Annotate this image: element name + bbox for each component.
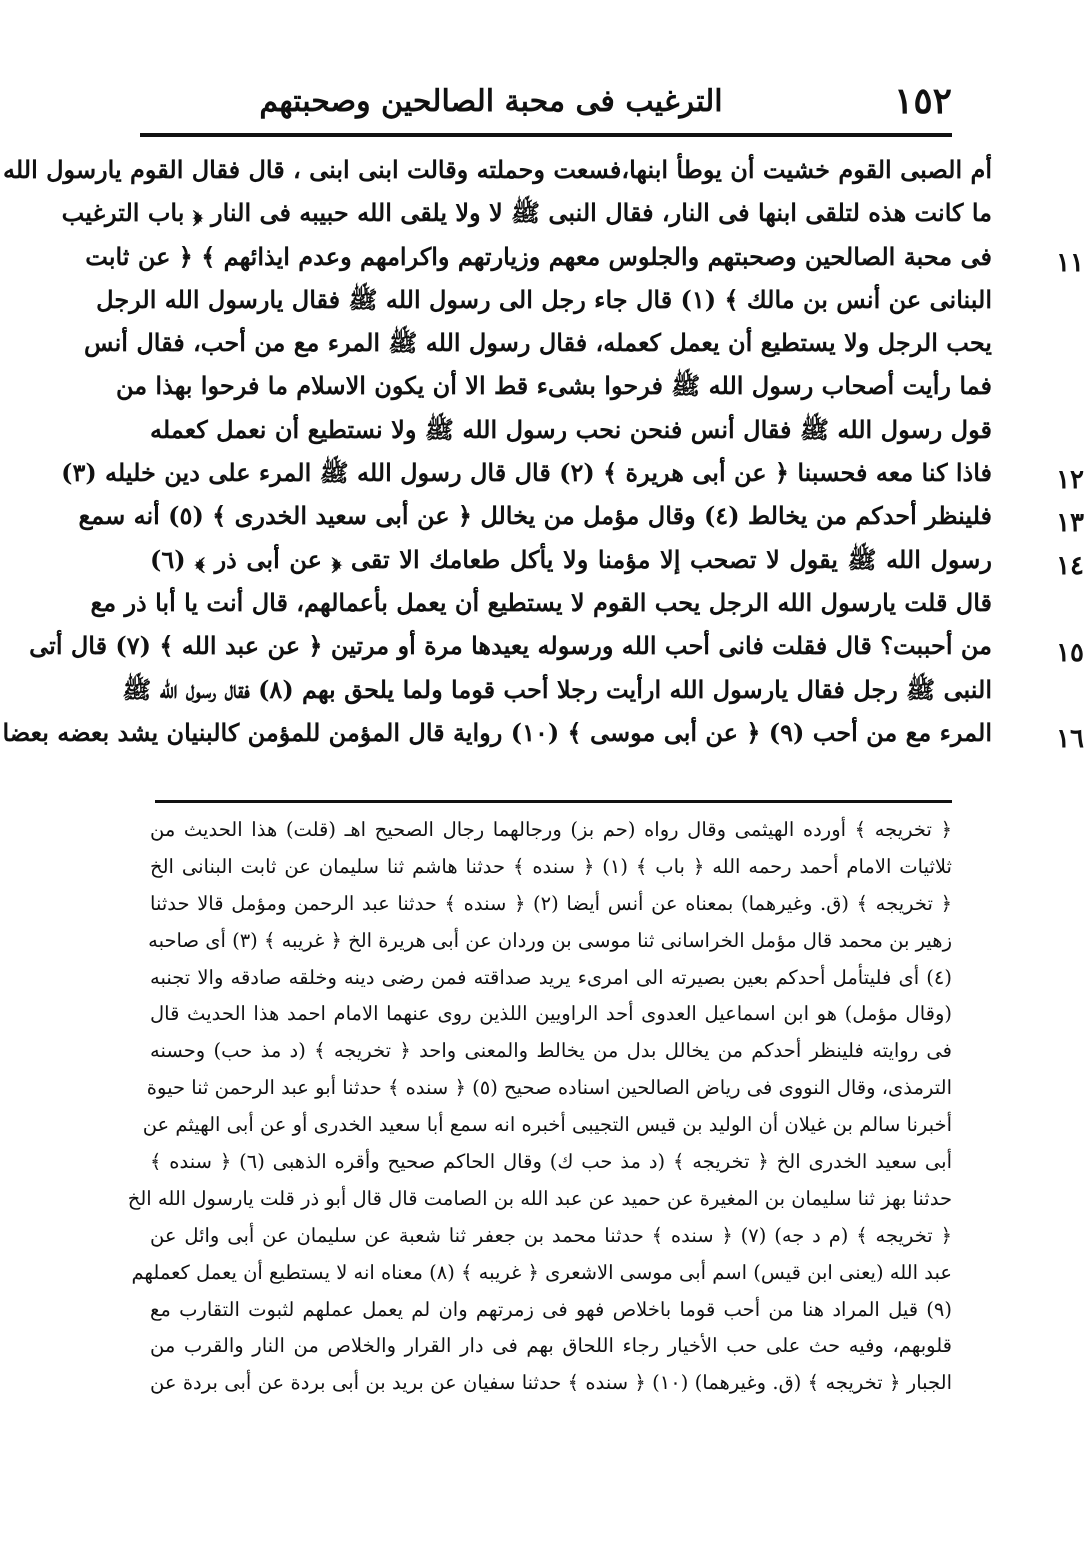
footnote-line: ﴿ تخريجه ﴾ أورده الهيثمى وقال رواه (حم بز) ورجالهما رجال الصحيح اهـ (قلت) هذا الحديث من xyxy=(150,818,952,841)
footnote-line: زهير بن محمد قال مؤمل الخراسانى ثنا موسى بن وردان عن أبى هريرة الخ ﴿ غريبه ﴾ (٣) أى صاحبه xyxy=(148,928,952,952)
footnote-line: (٤) أى فليتأمل أحدكم بعين بصيرته الى امرىء يريد صداقته فمن رضى دينه وخلقه صادقه والا تجنبه xyxy=(150,965,952,989)
footnote-line: حدثنا بهز ثنا سليمان بن المغيرة عن حميد عن عبد الله بن الصامت قال قال أبو ذر قلت يارسول الله الخ xyxy=(127,1186,952,1210)
hadith-number: ١٦ xyxy=(1056,724,1084,755)
footnote-line: (٩) قيل المراد هنا من أحب قوما باخلاص فهو فى زمرتهم وان لم يعمل عملهم لثبوت التقارب مع xyxy=(150,1297,952,1321)
running-title: الترغيب فى محبة الصالحين وصحبتهم xyxy=(259,84,723,119)
footnotes xyxy=(127,812,953,1402)
footnote-rule xyxy=(155,800,952,803)
page-number: ١٥٢ xyxy=(893,80,952,122)
text-line: فاذا كنا معه فحسبنا ﴿ عن أبى هريرة ﴾ (٢) قال قال رسول الله ﷺ المرء على دين خليله (٣) xyxy=(61,458,992,488)
text-line: فى محبة الصالحين وصحبتهم والجلوس معهم وزيارتهم واكرامهم وعدم ايذائهم ﴾ ﴿ عن ثابت xyxy=(85,241,992,271)
text-line: قول رسول الله ﷺ فقال أنس فنحن نحب رسول الله ﷺ ولا نستطيع أن نعمل كعمله xyxy=(150,414,992,444)
footnote-line: عبد الله (يعنى ابن قيس) اسم أبى موسى الاشعرى ﴿ غريبه ﴾ (٨) معناه انه لا يستطيع أن يعمل كعملهم xyxy=(131,1260,952,1284)
hadith-number: ١٢ xyxy=(1056,464,1084,495)
text-line: البنانى عن أنس بن مالك ﴾ (١) قال جاء رجل الى رسول الله ﷺ فقال يارسول الله الرجل xyxy=(96,284,992,314)
hadith-number: ١٥ xyxy=(1056,637,1084,668)
footnote-line: أخبرنا سالم بن غيلان أن الوليد بن قيس التجيبى أخبره انه سمع أبا سعيد الخدرى أو عن أبى الهيثم عن xyxy=(142,1113,952,1137)
footnote-line: قلوبهم، وفيه حث على حب الأخيار رجاء اللحاق بهم فى دار القرار والخلاص من النار والقرب من xyxy=(150,1334,952,1358)
footnote-line: (وقال مؤمل) هو ابن اسماعيل العدوى أحد الراويين اللذين روى عنهما الامام احمد هذا الحديث قال xyxy=(150,1002,952,1026)
text-line: أم الصبى القوم خشيت أن يوطأ ابنها،فسعت وحملته وقالت ابنى ابنى ، قال فقال القوم يارسول الله xyxy=(2,155,992,184)
footnote-line: فى روايته فلينظر أحدكم من يخالل بدل من يخالط والمعنى واحد ﴿ تخريجه ﴾ (د مذ حب) وحسنه xyxy=(150,1039,952,1063)
text-line: ما كانت هذه لتلقى ابنها فى النار، فقال النبى ﷺ لا ولا يلقى الله حبيبه فى النار ﴿ باب الترغيب xyxy=(61,198,992,228)
text-line: النبى ﷺ رجل فقال يارسول الله ارأيت رجلا أحب قوما ولما يلحق بهم (٨) فقال رسول الله ﷺ xyxy=(122,674,992,704)
text-line: من أحببت؟ قال فقلت فانى أحب الله ورسوله يعيدها مرة أو مرتين ﴿ عن عبد الله ﴾ (٧) قال أتى xyxy=(29,631,992,661)
text-line: يحب الرجل ولا يستطيع أن يعمل كعمله، فقال رسول الله ﷺ المرء مع من أحب، فقال أنس xyxy=(84,328,992,358)
text-line: المرء مع من أحب (٩) ﴿ عن أبى موسى ﴾ (١٠) رواية قال المؤمن للمؤمن كالبنيان يشد بعضه بعضا xyxy=(2,717,992,747)
footnote-line: الجبار ﴿ تخريجه ﴾ (ق. وغيرهما) (١٠) ﴿ سنده ﴾ حدثنا سفيان عن بريد بن أبى بردة عن أبى بردة عن xyxy=(150,1371,952,1395)
text-line: رسول الله ﷺ يقول لا تصحب إلا مؤمنا ولا يأكل طعامك الا تقى ﴿ عن أبى ذر ﴾ (٦) xyxy=(150,544,992,574)
text-line: فما رأيت أصحاب رسول الله ﷺ فرحوا بشىء قط الا أن يكون الاسلام ما فرحوا بهذا من xyxy=(115,371,992,401)
footnote-line: ﴿ تخريجه ﴾ (ق. وغيرهما) بمعناه عن أنس أيضا (٢) ﴿ سنده ﴾ حدثنا عبد الرحمن ومؤمل قالا حدثنا xyxy=(150,891,952,915)
text-line: قال قلت يارسول الله الرجل يحب القوم لا يستطيع أن يعمل بأعمالهم، قال أنت يا أبا ذر مع xyxy=(90,587,992,617)
main-text xyxy=(2,148,992,754)
page-header xyxy=(140,78,952,128)
footnote-line: ﴿ تخريجه ﴾ (م د جه) (٧) ﴿ سنده ﴾ حدثنا محمد بن جعفر ثنا شعبة عن سليمان عن أبى وائل عن xyxy=(150,1223,953,1247)
hadith-number: ١٤ xyxy=(1056,551,1084,582)
hadith-number: ١٣ xyxy=(1056,507,1084,538)
footnote-line: أبى سعيد الخدرى الخ ﴿ تخريجه ﴾ (د مذ حب ك) وقال الحاكم صحيح وأقره الذهبى (٦) ﴿ سنده ﴾ xyxy=(150,1150,953,1174)
footnote-line: ثلاثيات الامام أحمد رحمه الله ﴿ باب ﴾ (١) ﴿ سنده ﴾ حدثنا هاشم ثنا سليمان عن ثابت البنانى الخ xyxy=(150,854,952,878)
header-rule xyxy=(140,133,952,137)
footnote-line: الترمذى، وقال النووى فى رياض الصالحين اسناده صحيح (٥) ﴿ سنده ﴾ حدثنا أبو عبد الرحمن ثنا حيوة xyxy=(146,1076,952,1100)
text-line: فلينظر أحدكم من يخالط (٤) وقال مؤمل من يخالل ﴿ عن أبى سعيد الخدرى ﴾ (٥) أنه سمع xyxy=(78,501,992,531)
hadith-number: ١١ xyxy=(1056,248,1084,278)
